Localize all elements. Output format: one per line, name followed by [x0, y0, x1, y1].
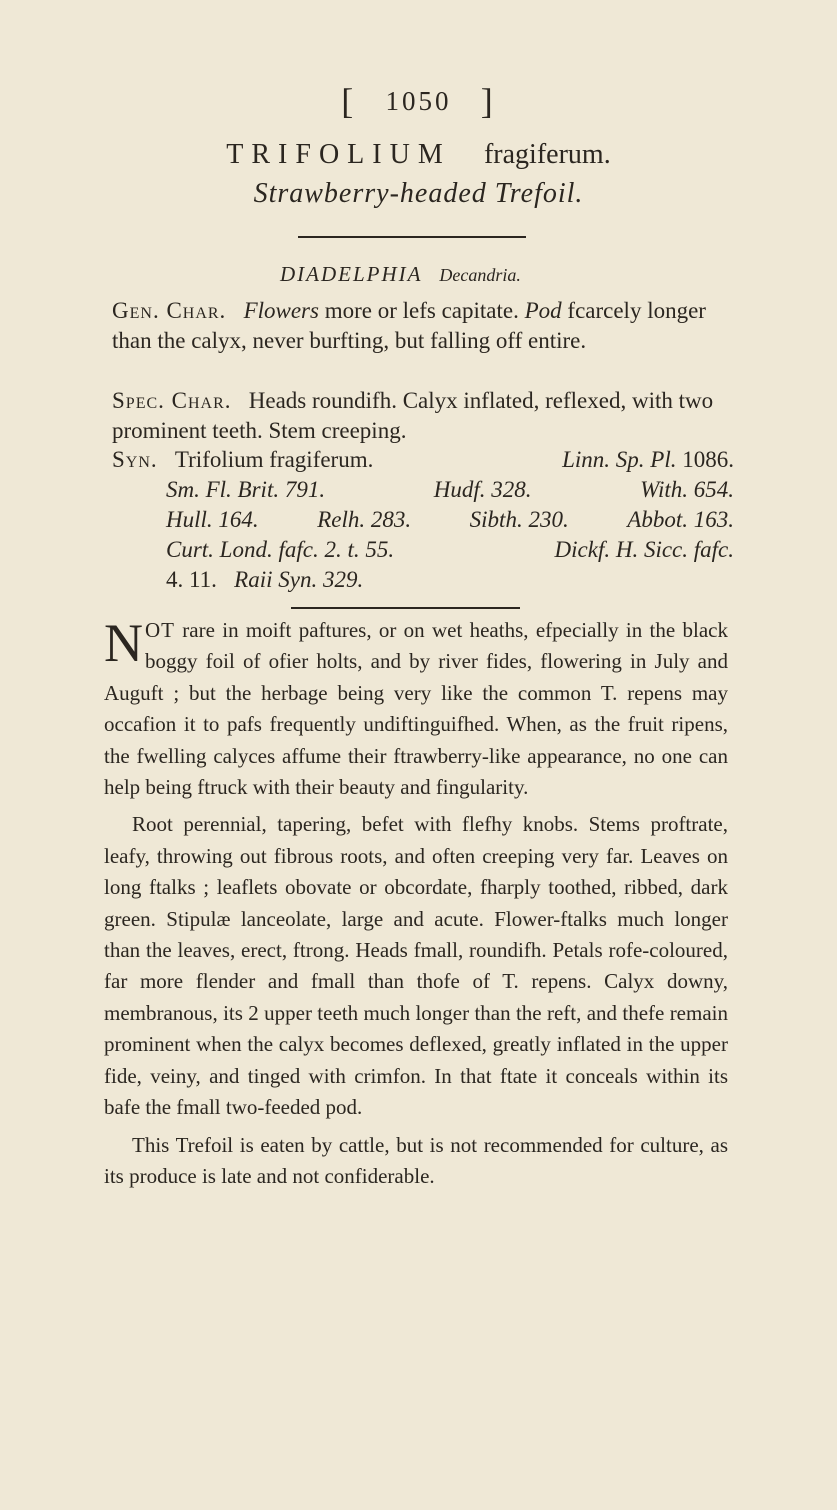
divider-rule: [298, 236, 526, 238]
drop-cap: N: [104, 613, 143, 673]
species-name: fragiferum.: [483, 139, 611, 170]
syn-ref: Abbot. 163.: [627, 507, 734, 532]
divider-rule: [291, 607, 520, 609]
spec-char-text: Heads roundifh. Calyx inflated, reflexed, with two prominent teeth. Stem creeping.: [112, 388, 714, 443]
description-paragraph: [104, 615, 728, 803]
gen-char-label: Gen. Char.: [112, 298, 227, 323]
drop-cap-continuation: OT: [145, 618, 175, 642]
right-bracket-glyph: ]: [480, 81, 496, 121]
syn-ref: Linn. Sp. Pl.: [562, 447, 677, 472]
paragraph-text: Root perennial, tapering, befet with flefhy knobs. Stems proftrate, leafy, throwing out fibrous roots, and often creeping very far. Leaves on long ftalks ; leaflets obovate or obcordate, fharply toothed, ribbed, dark green. Stipulæ lanceolate, large and acute. Flower-ftalks much longer than the leaves, erect, ftrong. Heads fmall, roundifh. Petals rofe-coloured, far more flender and fmall than thofe of T. repens. Calyx downy, membranous, its 2 upper teeth much longer than the reft, and thefe remain prominent when the calyx becomes deflexed, greatly inflated in the upper fide, veiny, and tinged with crimfon. In that ftate it conceals within its bafe the fmall two-feeded pod.: [104, 812, 728, 1120]
spec-char-label: Spec. Char.: [112, 388, 232, 413]
paragraph-text: rare in moift paftures, or on wet heaths, efpecially in the black boggy foil of ofier holts, and by river fides, flowering in July and Auguft ; but the herbage being very like the common T. repens may occafion it to pafs frequently undiftinguifhed. When, as the fruit ripens, the fwelling calyces affume their ftrawberry-like appearance, no one can help being ftruck with their beauty and fingularity.: [104, 618, 728, 800]
page-number-value: 1050: [385, 86, 452, 116]
specific-character: [112, 386, 734, 446]
paragraph-text: This Trefoil is eaten by cattle, but is not recommended for culture, as its produce is late and not confiderable.: [104, 1132, 728, 1188]
gen-char-text-b: fcarcely longer than the calyx, never burfting, but falling off entire.: [112, 298, 706, 353]
syn-ref: Curt. Lond. fafc. 2. t. 55.: [166, 537, 395, 562]
syn-ref: Sibth. 230.: [469, 507, 569, 532]
syn-line: [112, 505, 734, 535]
syn-ref: Hull. 164.: [166, 507, 259, 532]
syn-line: [112, 535, 734, 565]
syn-text: Trifolium fragiferum.: [174, 447, 374, 472]
syn-line: [112, 565, 734, 595]
gen-char-italic-2: Pod: [524, 298, 562, 323]
syn-ref: Raii Syn. 329.: [234, 567, 364, 592]
syn-ref: Hudf. 328.: [433, 477, 532, 502]
syn-ref: With. 654.: [640, 477, 734, 502]
syn-ref: Dickf. H. Sicc. fafc.: [554, 537, 734, 562]
description-paragraph: [104, 1130, 728, 1193]
gen-char-text-a: more or lefs capitate.: [318, 298, 525, 323]
synonymy: [112, 445, 734, 595]
linnaean-classification: [280, 262, 521, 287]
left-bracket-glyph: [: [341, 81, 357, 121]
syn-ref: Sm. Fl. Brit. 791.: [166, 477, 326, 502]
syn-line: [112, 475, 734, 505]
syn-ref: Relh. 283.: [317, 507, 412, 532]
genus-name: TRIFOLIUM: [226, 139, 451, 170]
syn-text: 4. 11.: [166, 567, 217, 592]
description-paragraph: [104, 809, 728, 1123]
common-name: Strawberry-headed Trefoil.: [253, 178, 584, 209]
syn-line: [112, 445, 734, 475]
order-name: Decandria.: [439, 265, 521, 285]
class-name: DIADELPHIA: [280, 262, 423, 286]
gen-char-italic: Flowers: [243, 298, 319, 323]
page-number: [0, 80, 837, 122]
syn-text: 1086.: [682, 447, 734, 472]
title-line: [0, 138, 837, 171]
description-body: [104, 615, 728, 1192]
generic-character: [112, 296, 734, 356]
syn-label: Syn.: [112, 447, 158, 472]
